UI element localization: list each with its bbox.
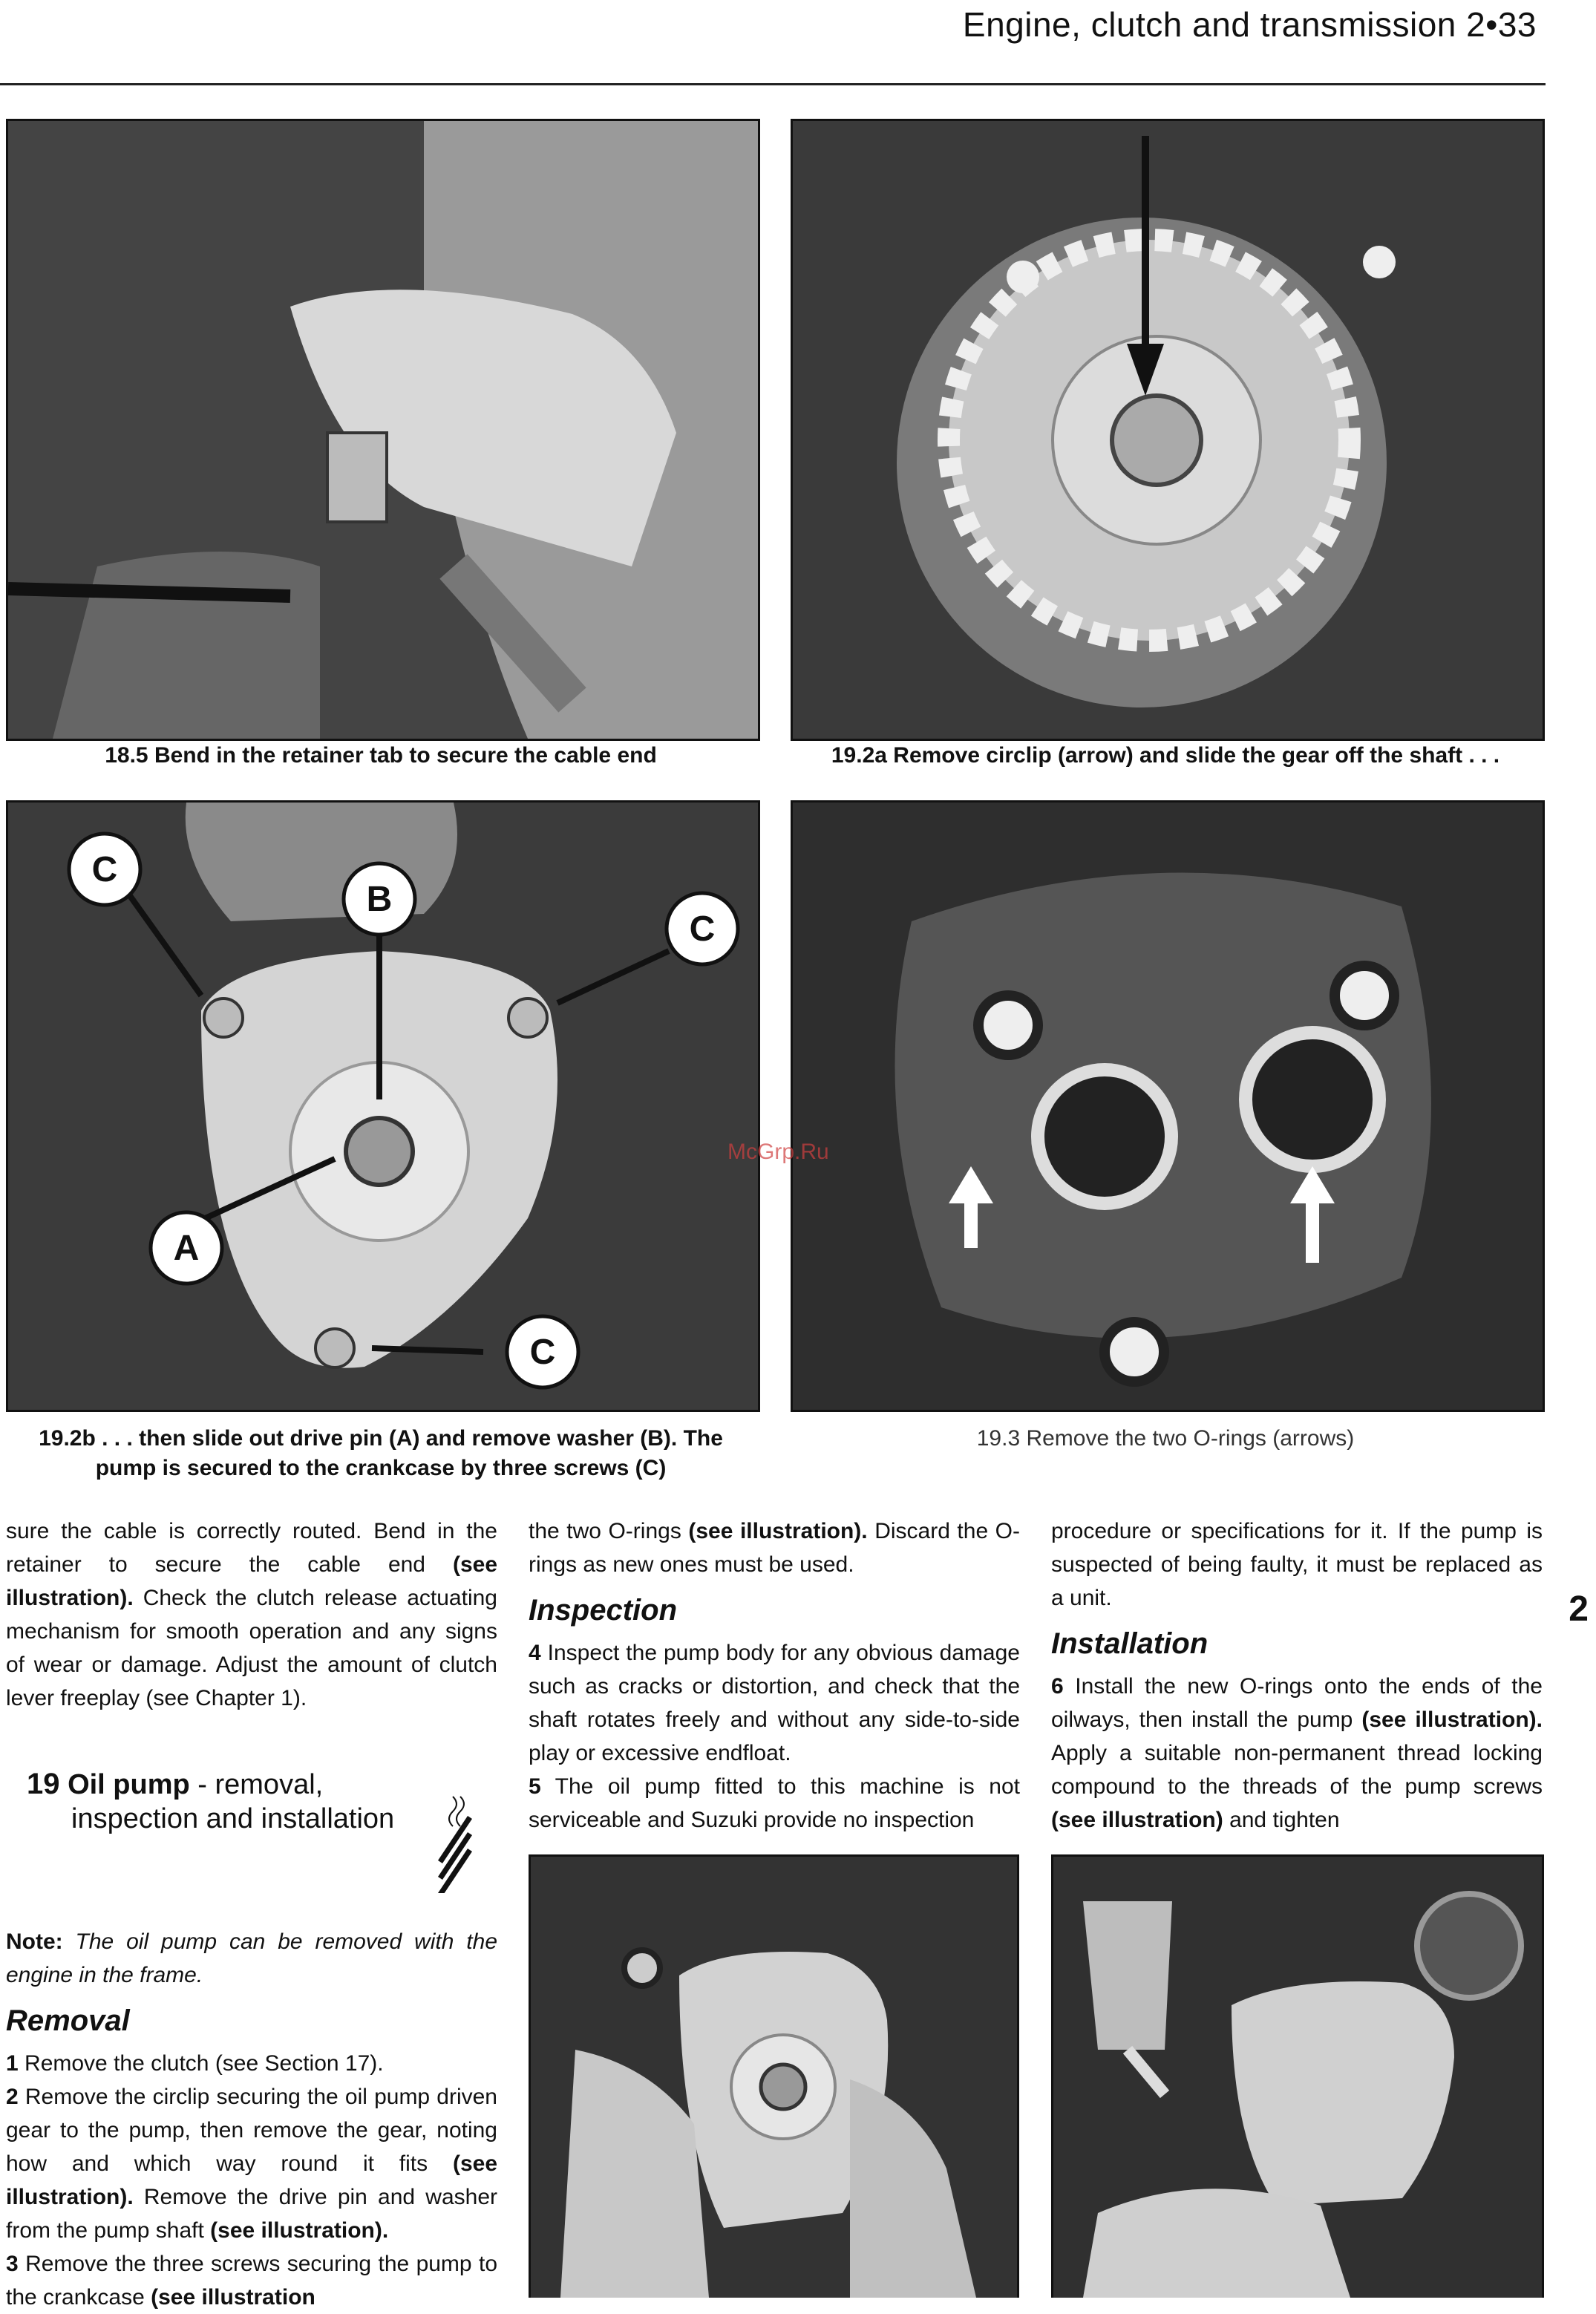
removal-heading: Removal: [6, 2004, 130, 2037]
step-3-text: Remove the three screws securing the pump to the crankcase: [6, 2252, 498, 2310]
photo-19-2b: [6, 800, 760, 1412]
col3-intro: procedure or specifications for it. If the pump is suspected of being faulty, it must be replaced as a unit.: [1051, 1519, 1543, 1610]
section-heading-line1: [27, 1767, 413, 1802]
caption-19-2b-line2: pump is secured to the crankcase by three screws (C): [95, 1456, 667, 1480]
section-number: 19: [27, 1768, 60, 1800]
step-2-number: 2: [6, 2085, 19, 2109]
note-paragraph: [6, 1925, 497, 1992]
photo-19-2a: [791, 119, 1545, 741]
step-5-text: The oil pump fitted to this machine is not serviceable and Suzuki provide no inspection: [529, 1774, 1020, 1832]
step-5: [529, 1770, 1020, 1837]
text-column-1: [6, 1514, 497, 2314]
section-title-rest: - removal,: [197, 1769, 324, 1800]
section-19-heading: [27, 1767, 413, 1836]
step-4: [529, 1636, 1020, 1770]
text-column-2: [529, 1514, 1020, 1837]
col1-intro: sure the cable is correctly routed. Bend in the retainer to secure the cable end: [6, 1519, 497, 1577]
step-6-text-c: and tighten: [1229, 1808, 1340, 1832]
step-3-number: 3: [6, 2252, 19, 2276]
step-5-number: 5: [529, 1774, 541, 1799]
note-text: The oil pump can be removed with the engine in the frame.: [6, 1929, 497, 1987]
section-title-bold: Oil pump: [68, 1769, 190, 1800]
step-6-text: Install the new O-rings onto the ends of the oilways, then install the pump: [1051, 1674, 1543, 1732]
caption-18-5: 18.5 Bend in the retainer tab to secure the cable end: [105, 743, 657, 768]
caption-19-2a: 19.2a Remove circlip (arrow) and slide the gear off the shaft . . .: [831, 743, 1500, 768]
caption-19-2b-line1: 19.2b . . . then slide out drive pin (A) and remove washer (B). The: [39, 1426, 723, 1451]
step-2-text: Remove the circlip securing the oil pump driven gear to the pump, then remove the gear, noting how and which way round it fits: [6, 2085, 497, 2176]
col2-intro-rest: Discard the O-rings as new ones must be used.: [529, 1519, 1020, 1577]
step-2: [6, 2080, 497, 2247]
step-1: [6, 2047, 497, 2080]
header-rule: [0, 83, 1546, 85]
inspection-heading: Inspection: [529, 1594, 678, 1627]
label-c-bottom: [507, 1316, 578, 1388]
step-2-ref-b: (see illustration).: [210, 2218, 389, 2243]
label-b-text: B: [366, 880, 393, 919]
step-6-ref-b: (see illustration): [1051, 1808, 1223, 1832]
step-1-number: 1: [6, 2051, 19, 2076]
photo-oil-pump-installation: [1051, 1854, 1544, 2298]
col1-intro-paragraph: [6, 1514, 497, 1715]
note-label: Note:: [6, 1929, 63, 1954]
step-4-text: Inspect the pump body for any obvious damage such as cracks or distortion, and check that the shaft rotates freely and without any side-to-side play or excessive endfloat.: [529, 1641, 1020, 1765]
label-c-text: C: [91, 850, 118, 889]
col2-intro-paragraph: [529, 1514, 1020, 1581]
watermark: McGrp.Ru: [727, 1140, 829, 1164]
label-c-top-left: [69, 834, 140, 905]
step-6: [1051, 1670, 1543, 1837]
text-column-3: [1051, 1514, 1543, 1837]
label-c-text: C: [529, 1333, 556, 1372]
chapter-tab-marker: 2: [1569, 1589, 1589, 1629]
col2-intro-ref: (see illustration).: [688, 1519, 868, 1543]
section-title-line2: inspection and installation: [71, 1803, 395, 1834]
step-6-number: 6: [1051, 1674, 1064, 1699]
label-a-text: A: [173, 1229, 200, 1268]
label-c-right: [667, 893, 738, 964]
step-3-ref: (see illustration: [151, 2285, 315, 2310]
photo-oil-pump-removal: [529, 1854, 1019, 2298]
difficulty-rating-icon: [431, 1789, 475, 1893]
col1-intro-ref: (see illustration).: [6, 1552, 497, 1610]
photo-18-5: [6, 119, 760, 741]
col2-intro: the two O-rings: [529, 1519, 681, 1543]
caption-19-3: 19.3 Remove the two O-rings (arrows): [976, 1426, 1355, 1451]
step-6-text-b: Apply a suitable non-permanent thread locking compound to the threads of the pump screws: [1051, 1741, 1543, 1799]
page-header-title: Engine, clutch and transmission 2•33: [962, 5, 1537, 44]
step-4-number: 4: [529, 1641, 541, 1665]
step-3: [6, 2247, 497, 2314]
step-2-text-b: Remove the drive pin and washer from the pump shaft: [6, 2185, 497, 2243]
label-a: [151, 1212, 222, 1284]
caption-19-2b: [6, 1424, 756, 1483]
photo-19-3: [791, 800, 1545, 1412]
step-6-ref: (see illustration).: [1361, 1707, 1543, 1732]
col1-intro-rest: Check the clutch release actuating mechanism for smooth operation and any signs of wear or damage. Adjust the amount of clutch lever freeplay (see Chapter 1).: [6, 1586, 497, 1710]
installation-heading: Installation: [1051, 1627, 1209, 1660]
label-c-text: C: [689, 909, 716, 949]
label-b: [344, 863, 415, 935]
step-2-ref: (see illustration).: [6, 2151, 497, 2209]
step-1-text: Remove the clutch (see Section 17).: [24, 2051, 384, 2076]
